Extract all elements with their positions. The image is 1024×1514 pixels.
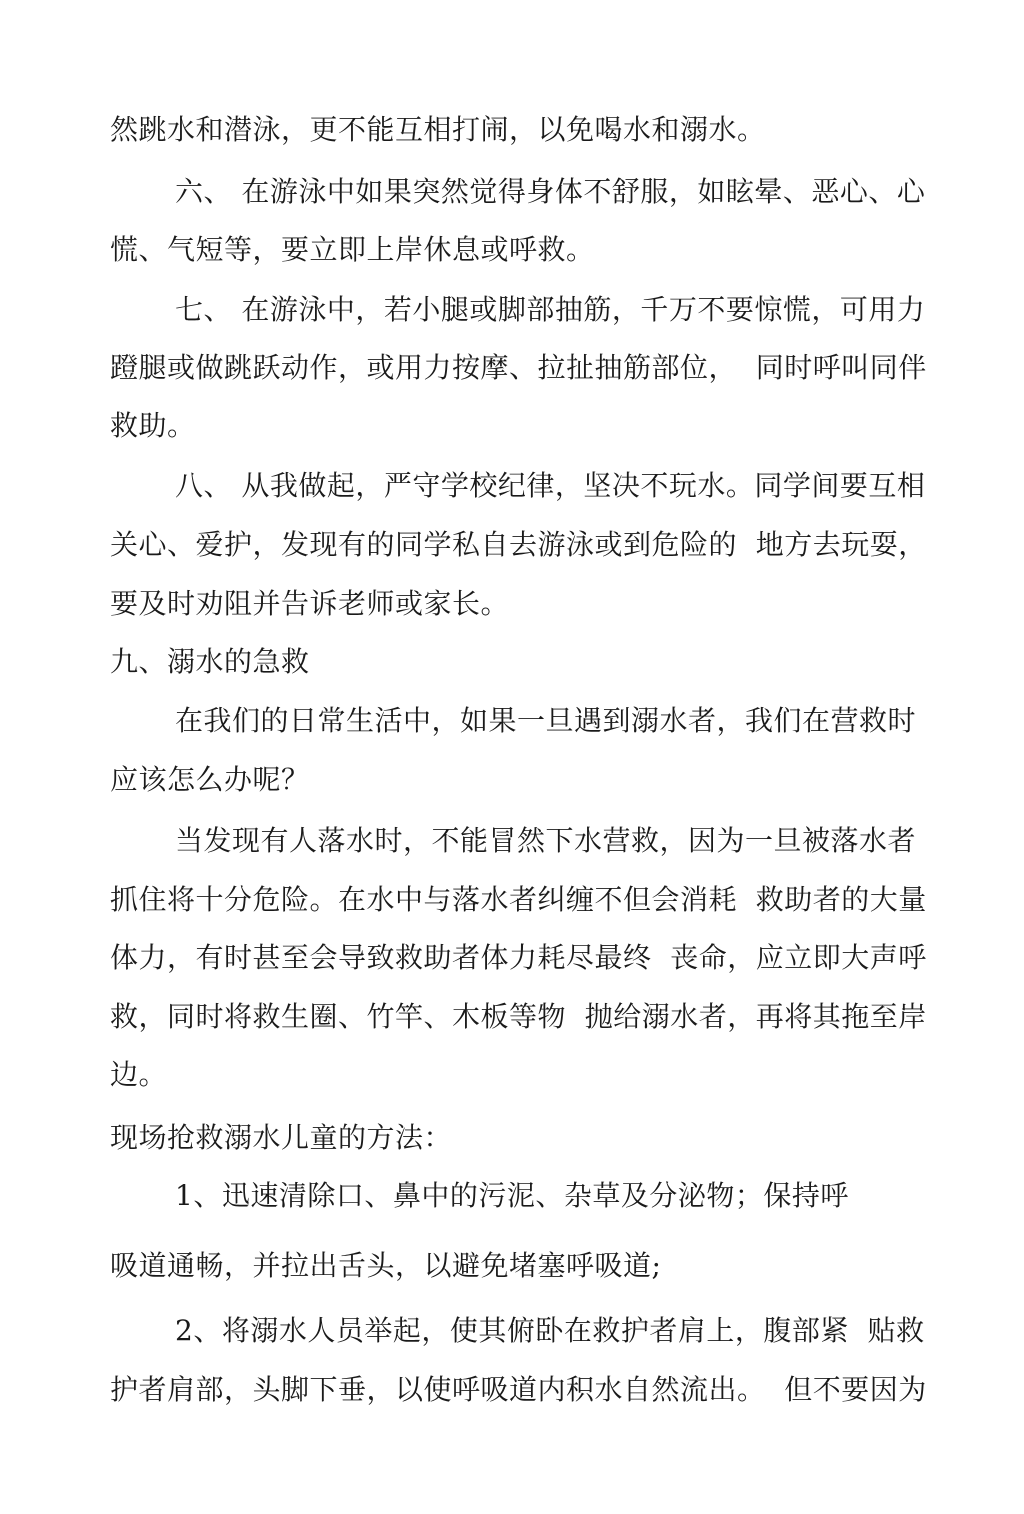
section-heading: 九、溺水的急救 [110,645,310,678]
text-line: 当发现有人落水时，不能冒然下水营救，因为一旦被落水者 [175,824,917,857]
text-line: 救，同时将救生圈、竹竿、木板等物 抛给溺水者，再将其拖至岸 [110,1000,927,1033]
text-line: 六、 在游泳中如果突然觉得身体不舒服，如眩晕、恶心、心 [175,175,926,208]
text-line: 关心、爱护，发现有的同学私自去游泳或到危险的 地方去玩耍， [110,528,927,561]
text-line: 蹬腿或做跳跃动作，或用力按摩、拉扯抽筋部位， 同时呼叫同伴 [110,351,927,384]
text-line: 在我们的日常生活中，如果一旦遇到溺水者，我们在营救时 [175,704,917,737]
text-line: 应该怎么办呢？ [110,763,310,796]
text-line: 护者肩部，头脚下垂，以使呼吸道内积水自然流出。 但不要因为 [110,1373,927,1406]
list-item: 1、迅速清除口、鼻中的污泥、杂草及分泌物；保持呼 [175,1179,849,1212]
text-line: 救助。 [110,409,196,442]
text-line: 体力，有时甚至会导致救助者体力耗尽最终 丧命，应立即大声呼 [110,941,927,974]
text-line: 要及时劝阻并告诉老师或家长。 [110,587,510,620]
text-line: 吸道通畅，并拉出舌头，以避免堵塞呼吸道; [110,1249,662,1282]
text-line: 慌、气短等，要立即上岸休息或呼救。 [110,233,595,266]
section-heading: 现场抢救溺水儿童的方法： [110,1121,453,1154]
list-item: 2、将溺水人员举起，使其俯卧在救护者肩上，腹部紧 贴救 [175,1314,925,1347]
text-line: 边。 [110,1058,168,1091]
text-line: 抓住将十分危险。在水中与落水者纠缠不但会消耗 救助者的大量 [110,883,927,916]
text-line: 然跳水和潜泳，更不能互相打闹，以免喝水和溺水。 [110,113,766,146]
text-line: 八、 从我做起，严守学校纪律，坚决不玩水。同学间要互相 [175,469,926,502]
text-line: 七、 在游泳中，若小腿或脚部抽筋，千万不要惊慌，可用力 [175,293,926,326]
